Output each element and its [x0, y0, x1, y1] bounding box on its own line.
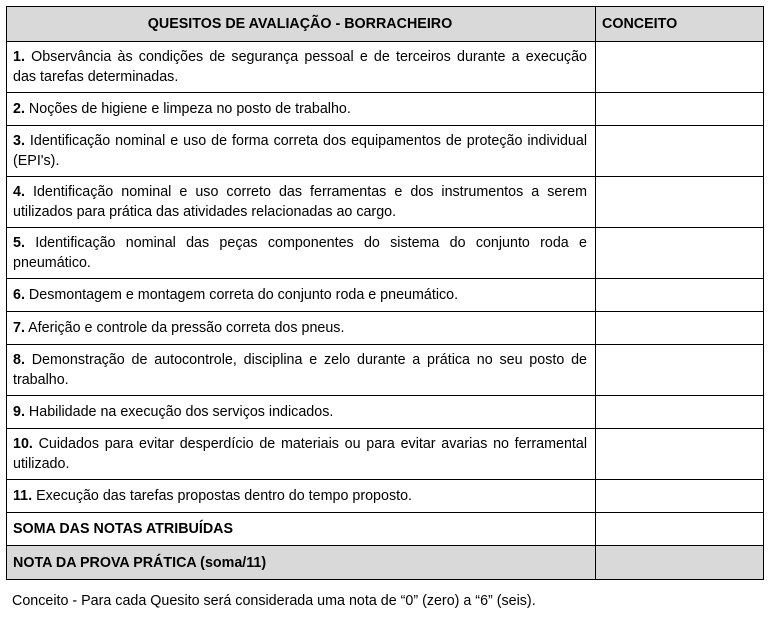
criteria-number: 4.	[13, 184, 25, 200]
grade-cell[interactable]	[596, 177, 764, 228]
criteria-text: Cuidados para evitar desperdício de materiais ou para evitar avarias no ferramental utilizado.	[13, 436, 587, 472]
criteria-row-5	[7, 228, 764, 279]
criteria-text: Identificação nominal e uso correto das ferramentas e dos instrumentos a serem utilizados para prática das atividades relacionadas ao cargo.	[13, 184, 587, 220]
criteria-number: 1.	[13, 49, 25, 65]
criteria-row-9	[7, 396, 764, 429]
grade-cell[interactable]	[596, 42, 764, 93]
grade-cell[interactable]	[596, 279, 764, 312]
criteria-number: 8.	[13, 352, 25, 368]
criteria-row-1	[7, 42, 764, 93]
criteria-cell	[7, 177, 596, 228]
criteria-text: Identificação nominal das peças componentes do sistema do conjunto roda e pneumático.	[13, 235, 587, 271]
grade-cell[interactable]	[596, 345, 764, 396]
criteria-row-3	[7, 126, 764, 177]
criteria-number: 7.	[13, 320, 25, 336]
grade-cell[interactable]	[596, 312, 764, 345]
criteria-column-header: QUESITOS DE AVALIAÇÃO - BORRACHEIRO	[7, 7, 596, 42]
criteria-text: Identificação nominal e uso de forma correta dos equipamentos de proteção individual (EPI's).	[13, 133, 587, 169]
criteria-row-7	[7, 312, 764, 345]
grade-cell[interactable]	[596, 93, 764, 126]
criteria-number: 10.	[13, 436, 33, 452]
grade-column-header: CONCEITO	[596, 7, 764, 42]
criteria-cell	[7, 93, 596, 126]
criteria-cell	[7, 429, 596, 480]
sum-value-cell[interactable]	[596, 513, 764, 546]
criteria-text: Habilidade na execução dos serviços indicados.	[28, 404, 334, 420]
criteria-row-8	[7, 345, 764, 396]
criteria-text: Demonstração de autocontrole, disciplina e zelo durante a prática no seu posto de trabalho.	[13, 352, 587, 388]
criteria-cell	[7, 396, 596, 429]
criteria-row-10	[7, 429, 764, 480]
criteria-number: 6.	[13, 287, 25, 303]
criteria-row-2	[7, 93, 764, 126]
criteria-text: Desmontagem e montagem correta do conjunto roda e pneumático.	[28, 287, 459, 303]
criteria-number: 11.	[13, 488, 33, 504]
final-grade-value-cell[interactable]	[596, 546, 764, 580]
criteria-cell	[7, 345, 596, 396]
criteria-cell	[7, 42, 596, 93]
grade-cell[interactable]	[596, 126, 764, 177]
criteria-number: 9.	[13, 404, 25, 420]
criteria-row-6	[7, 279, 764, 312]
criteria-cell	[7, 279, 596, 312]
criteria-cell	[7, 480, 596, 513]
criteria-number: 3.	[13, 133, 25, 149]
criteria-row-4	[7, 177, 764, 228]
final-grade-row	[7, 546, 764, 580]
criteria-text: Aferição e controle da pressão correta dos pneus.	[28, 320, 345, 336]
criteria-number: 5.	[13, 235, 25, 251]
criteria-row-11	[7, 480, 764, 513]
grade-cell[interactable]	[596, 429, 764, 480]
criteria-number: 2.	[13, 101, 25, 117]
sum-label: SOMA DAS NOTAS ATRIBUÍDAS	[7, 513, 596, 546]
sum-row	[7, 513, 764, 546]
grading-note: Conceito - Para cada Quesito será considerada uma nota de “0” (zero) a “6” (seis).	[12, 593, 536, 609]
criteria-text: Noções de higiene e limpeza no posto de trabalho.	[28, 101, 351, 117]
criteria-cell	[7, 312, 596, 345]
criteria-cell	[7, 126, 596, 177]
table-header-row	[7, 7, 764, 42]
criteria-cell	[7, 228, 596, 279]
grade-cell[interactable]	[596, 228, 764, 279]
criteria-text: Execução das tarefas propostas dentro do tempo proposto.	[36, 488, 412, 504]
grade-cell[interactable]	[596, 396, 764, 429]
evaluation-table	[6, 6, 764, 580]
final-grade-label: NOTA DA PROVA PRÁTICA (soma/11)	[7, 546, 596, 580]
criteria-text: Observância às condições de segurança pessoal e de terceiros durante a execução das tarefas determinadas.	[13, 49, 587, 85]
grade-cell[interactable]	[596, 480, 764, 513]
